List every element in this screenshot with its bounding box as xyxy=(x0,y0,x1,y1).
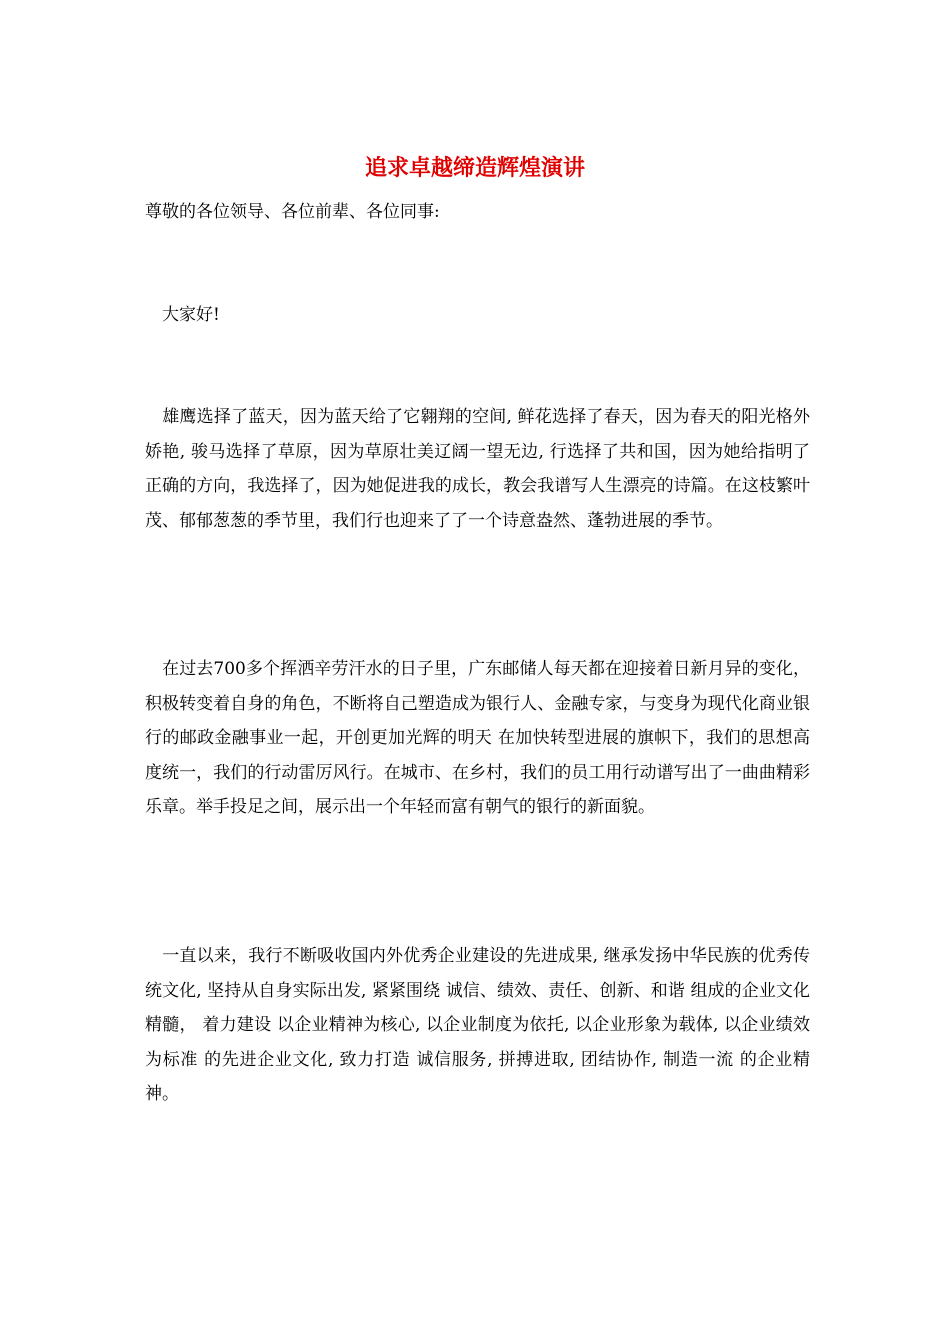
document-title: 追求卓越缔造辉煌演讲 xyxy=(364,155,585,181)
paragraph-hello: 大家好! xyxy=(145,305,220,325)
paragraph-2: 在过去700多个挥洒辛劳汗水的日子里，广东邮储人每天都在迎接着日新月异的变化，积极转变着自身的角色，不断将自己塑造成为银行人、金融专家，与变身为现代化商业银行的邮政金融事业一起，开创更加光辉的明天 在加快转型进展的旗帜下，我们的思想高度统一，我们的行动雷厉风行。在城市、在乡村，我们的员工用行动谱写出了一曲曲精彩乐章。举手投足之间，展示出一个年轻而富有朝气的银行的新面貌。 xyxy=(145,659,810,817)
paragraph-1: 雄鹰选择了蓝天，因为蓝天给了它翱翔的空间, 鲜花选择了春天，因为春天的阳光格外娇艳, 骏马选择了草原，因为草原壮美辽阔一望无边, 行选择了共和国，因为她给指明了正确的方向，我选择了，因为她促进我的成长，教会我谱写人生漂亮的诗篇。在这枝繁叶茂、郁郁葱葱的季节里，我们行也迎来了了一个诗意盎然、蓬勃进展的季节。 xyxy=(145,407,810,531)
paragraph-3: 一直以来，我行不断吸收国内外优秀企业建设的先进成果, 继承发扬中华民族的优秀传统文化, 坚持从自身实际出发, 紧紧围绕 诚信、绩效、责任、创新、和谐 组成的企业文化精髓， 着力建设 以企业精神为核心, 以企业制度为依托, 以企业形象为载体, 以企业绩效为标准 的先进企业文化, 致力打造 诚信服务, 拼搏进取, 团结协作, 制造一流 的企业精神。 xyxy=(145,946,810,1104)
greeting-line: 尊敬的各位领导、各位前辈、各位同事: xyxy=(145,202,440,222)
